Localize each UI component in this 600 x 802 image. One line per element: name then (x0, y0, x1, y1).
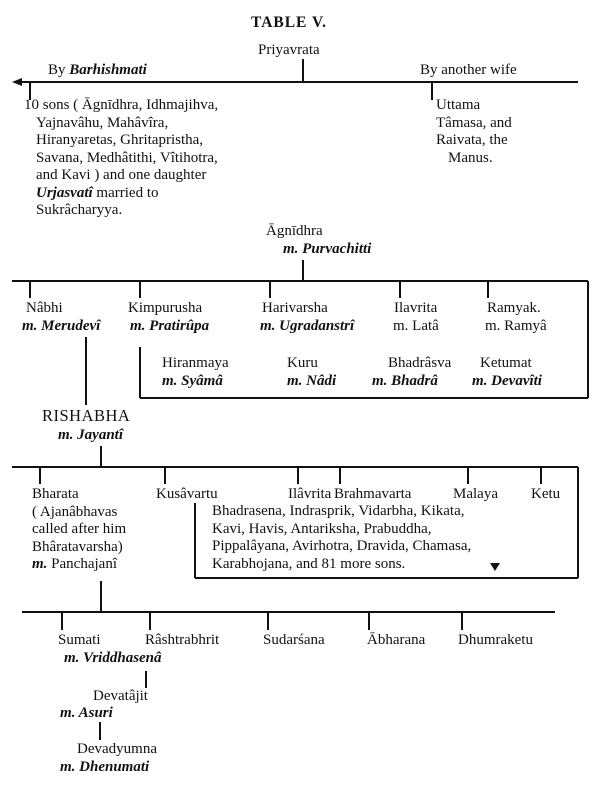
son-name: Bhadrâsva (388, 355, 452, 371)
rishabha-son: Malaya (453, 486, 498, 502)
arrow-down-icon (490, 563, 500, 571)
son-name: Kuru (287, 355, 318, 371)
branch-left-label: By Barhishmati (48, 62, 147, 78)
rishabha-son: Ketu (531, 486, 561, 502)
rishabha-name: RISHABHA (42, 406, 131, 425)
rishabha-spouse: m. Jayantî (58, 427, 124, 443)
son-name: Hiranmaya (162, 355, 229, 371)
son-spouse: m. Ramyâ (485, 318, 547, 334)
bharata-son: Râshtrabhrit (145, 632, 220, 648)
son-spouse: m. Bhadrâ (372, 373, 438, 389)
son-name: Kimpurusha (128, 300, 203, 316)
descendant-spouse: m. Dhenumati (60, 759, 150, 775)
bharata-son: Dhumraketu (458, 632, 533, 648)
bharata-son-spouse: m. Vriddhasenâ (64, 650, 162, 666)
rishabha-son: Kusâvartu (156, 486, 218, 502)
son-spouse: m. Nâdi (287, 373, 337, 389)
right-issue: Uttama Tâmasa, and Raivata, the Manus. (436, 97, 512, 166)
bharata-son: Sudarśana (263, 632, 325, 648)
rishabha-son: Brahmavarta (334, 486, 412, 502)
son-spouse: m. Devavîti (472, 373, 542, 389)
descendant-name: Devadyumna (77, 741, 157, 757)
table-title: TABLE V. (251, 14, 328, 31)
bharata-son: Sumati (58, 632, 101, 648)
son-name: Ramyak. (487, 300, 541, 316)
rishabha-son: Ilâvrita (288, 486, 332, 502)
son-spouse: m. Pratirûpa (130, 318, 210, 334)
other-sons: Bhadrasena, Indrasprik, Vidarbha, Kikata, Kavi, Havis, Antariksha, Prabuddha, Pippalâyana, Avirhotra, Dravida, Chamasa, Karabhojana, and 81 more sons. (212, 503, 472, 572)
root-person: Priyavrata (258, 42, 320, 58)
son-name: Ketumat (480, 355, 532, 371)
left-issue: 10 sons ( Āgnīdhra, Idhmajihva, Yajnavâhu, Mahâvîra, Hiranyaretas, Ghritapristha, Savana, Medhâtithi, Vîtihotra, and Kavi ) and one daughter Urjasvatî married to Sukrâcharyya. (24, 97, 219, 218)
descendant-spouse: m. Asuri (60, 705, 113, 721)
descendant-name: Devatâjit (93, 688, 148, 704)
son-spouse: m. Syâmâ (162, 373, 223, 389)
agnidhra-spouse: m. Purvachitti (283, 241, 372, 257)
son-spouse: m. Merudevî (22, 318, 101, 334)
son-name: Harivarsha (262, 300, 328, 316)
agnidhra-name: Āgnīdhra (266, 223, 323, 239)
branch-right-label: By another wife (420, 62, 517, 78)
bharata-son: Ābharana (367, 632, 426, 648)
son-spouse: m. Latâ (393, 318, 439, 334)
son-name: Nâbhi (26, 300, 63, 316)
arrow-left-icon (12, 78, 22, 86)
bharata-block: Bharata ( Ajanâbhavas called after him Bhâratavarsha) m. Panchajanî (32, 486, 127, 572)
son-spouse: m. Ugradanstrî (260, 318, 355, 334)
son-name: Ilavrita (394, 300, 438, 316)
